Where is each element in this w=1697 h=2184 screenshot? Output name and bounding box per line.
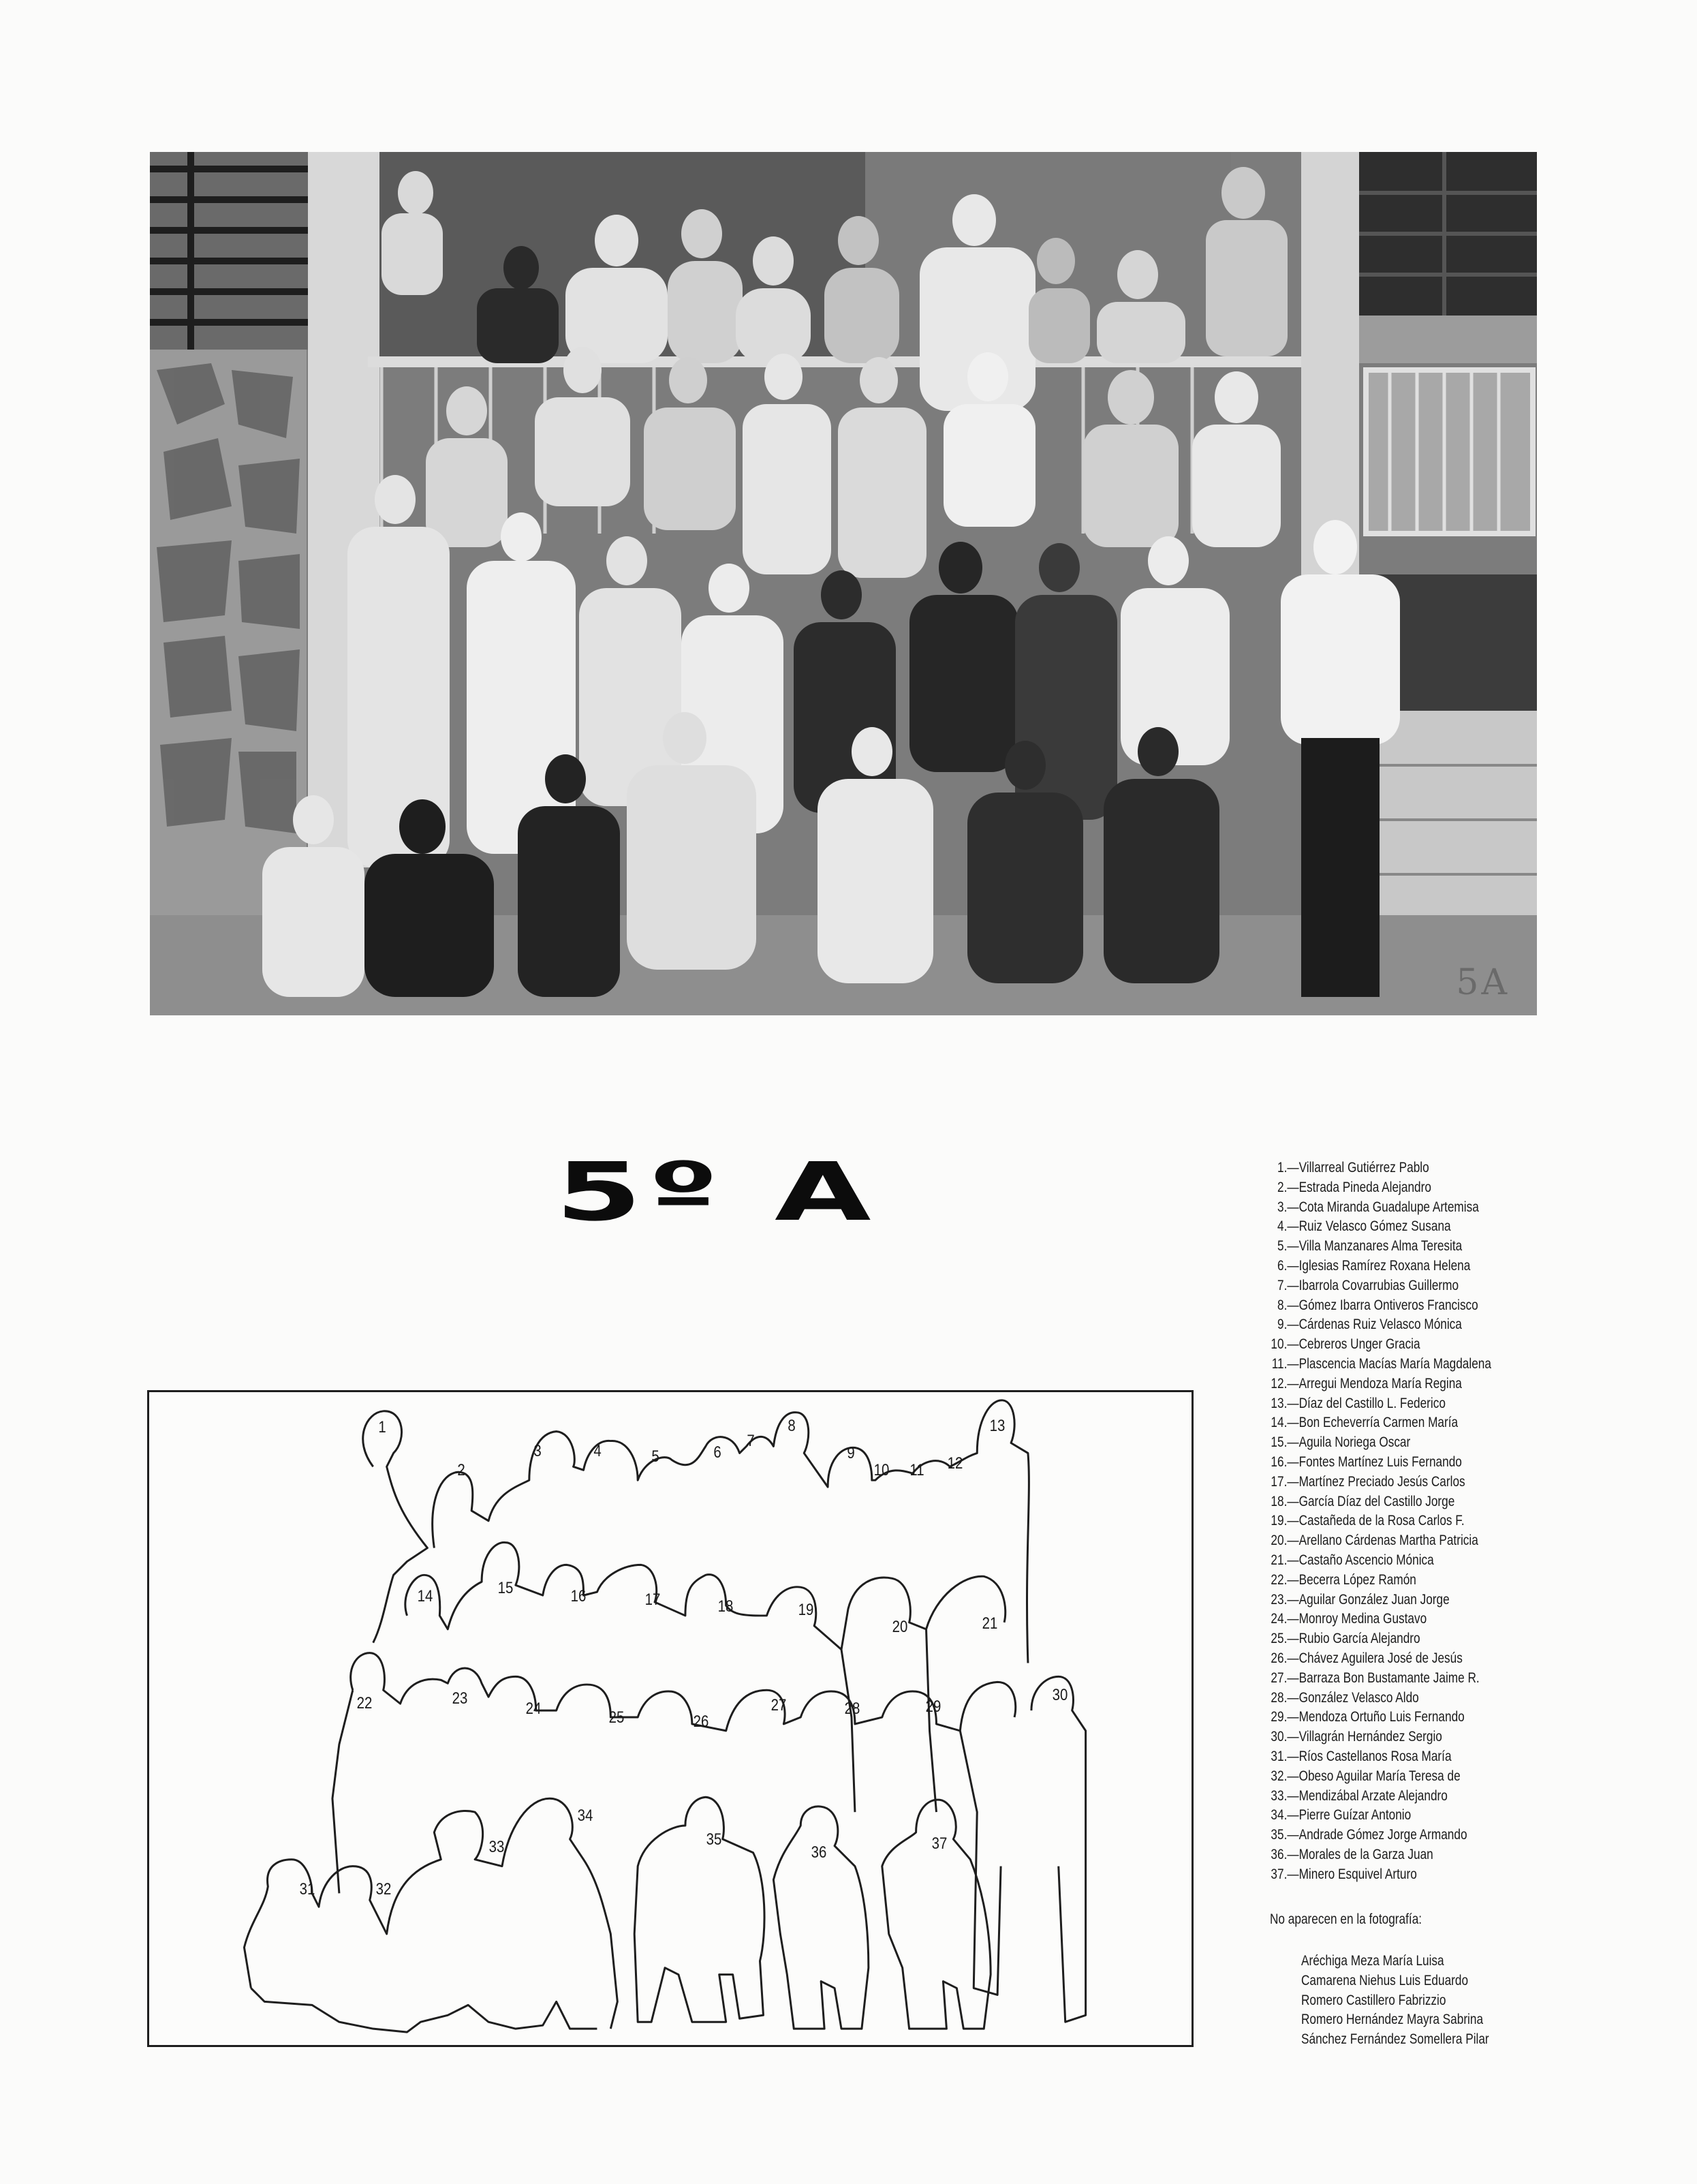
roster-name: —Iglesias Ramírez Roxana Helena	[1287, 1257, 1471, 1274]
absent-name: Aréchiga Meza María Luisa	[1301, 1953, 1444, 1969]
roster-item	[1260, 1237, 1595, 1257]
roster-number: 24.	[1271, 1611, 1288, 1627]
diagram-label: 33	[488, 1838, 505, 1856]
diagram-label: 11	[909, 1461, 924, 1479]
roster-number: 14.	[1271, 1415, 1288, 1431]
roster-item	[1260, 1355, 1595, 1374]
absent-name: Romero Castillero Fabrizzio	[1301, 1992, 1446, 2008]
photo-illustration	[150, 152, 1537, 1015]
roster-name: —Pierre Guízar Antonio	[1287, 1807, 1412, 1824]
roster-item	[1260, 1394, 1595, 1414]
diagram-label: 23	[452, 1689, 468, 1708]
diagram-label: 18	[717, 1597, 734, 1616]
roster-name: —Cebreros Unger Gracia	[1287, 1336, 1420, 1353]
roster-item	[1260, 1276, 1595, 1296]
roster-name: —Mendoza Ortuño Luis Fernando	[1287, 1709, 1465, 1725]
roster-item	[1260, 1826, 1595, 1845]
absent-name: Camarena Niehus Luis Eduardo	[1301, 1972, 1469, 1988]
roster-number: 34.	[1271, 1807, 1288, 1824]
diagram-label: 36	[811, 1843, 827, 1862]
class-group-photo	[150, 152, 1537, 1015]
roster-item	[1260, 1473, 1595, 1492]
diagram-label: 22	[356, 1694, 373, 1712]
roster-name: —Ibarrola Covarrubias Guillermo	[1287, 1277, 1459, 1293]
diagram-label: 30	[1052, 1686, 1068, 1704]
roster-name: —Monroy Medina Gustavo	[1287, 1611, 1427, 1627]
roster-number: 21.	[1271, 1552, 1288, 1568]
roster-number: 6.	[1277, 1257, 1288, 1274]
diagram-label: 16	[570, 1587, 587, 1605]
roster-number: 23.	[1271, 1591, 1288, 1608]
roster-name: —Villarreal Gutiérrez Pablo	[1287, 1160, 1429, 1175]
roster-name: —Rubio García Alejandro	[1287, 1631, 1420, 1647]
roster-name: —Martínez Preciado Jesús Carlos	[1287, 1473, 1465, 1490]
roster-name: —Minero Esquivel Arturo	[1287, 1866, 1417, 1882]
roster-name: —Cota Miranda Guadalupe Artemisa	[1287, 1199, 1479, 1215]
photo-corner-mark: 5A	[1456, 962, 1510, 1003]
roster-item	[1260, 1492, 1595, 1512]
roster-number: 3.	[1277, 1199, 1288, 1215]
roster-number: 31.	[1271, 1748, 1288, 1764]
diagram-label: 3	[533, 1442, 542, 1460]
roster-number: 20.	[1271, 1533, 1288, 1549]
roster-item	[1260, 1511, 1595, 1531]
roster-number: 30.	[1271, 1729, 1288, 1745]
roster-number: 27.	[1271, 1670, 1288, 1686]
roster-name: —Aguila Noriega Oscar	[1287, 1434, 1411, 1451]
roster-number: 16.	[1271, 1454, 1288, 1470]
roster-name: —García Díaz del Castillo Jorge	[1287, 1493, 1455, 1509]
roster-number: 36.	[1271, 1846, 1288, 1862]
diagram-label: 37	[931, 1834, 948, 1853]
roster-number: 19.	[1271, 1513, 1288, 1529]
roster-item	[1260, 1315, 1595, 1335]
roster-number: 2.	[1277, 1179, 1288, 1195]
diagram-label: 15	[497, 1579, 514, 1597]
roster-number: 13.	[1271, 1395, 1288, 1411]
roster-number: 29.	[1271, 1709, 1288, 1725]
silhouette-outlines	[149, 1392, 1192, 2045]
roster-item	[1260, 1198, 1595, 1218]
roster-name: —Castañeda de la Rosa Carlos F.	[1287, 1513, 1465, 1529]
roster-name: —Barraza Bon Bustamante Jaime R.	[1287, 1670, 1480, 1686]
diagram-label: 31	[299, 1880, 315, 1898]
roster-number: 25.	[1271, 1631, 1288, 1647]
roster-number: 37.	[1271, 1866, 1288, 1882]
roster-name: —Villa Manzanares Alma Teresita	[1287, 1238, 1463, 1255]
roster-name: —Villagrán Hernández Sergio	[1287, 1729, 1442, 1745]
roster-number: 15.	[1271, 1434, 1288, 1451]
roster-name: —Cárdenas Ruiz Velasco Mónica	[1287, 1317, 1462, 1333]
roster-number: 8.	[1277, 1297, 1288, 1313]
roster-number: 22.	[1271, 1571, 1288, 1588]
diagram-label: 2	[457, 1461, 465, 1479]
roster-item	[1260, 1453, 1595, 1473]
roster-name: —Chávez Aguilera José de Jesús	[1287, 1650, 1463, 1666]
roster-item	[1260, 1335, 1595, 1355]
roster-item	[1260, 1669, 1595, 1689]
diagram-label: 19	[798, 1601, 814, 1619]
roster-item	[1260, 1413, 1595, 1433]
roster-item	[1260, 1767, 1595, 1787]
roster-item	[1260, 1217, 1595, 1237]
roster-item	[1260, 1178, 1595, 1198]
roster-number: 26.	[1271, 1650, 1288, 1666]
roster-number: 7.	[1277, 1277, 1288, 1293]
roster-item	[1260, 1610, 1595, 1629]
roster-item	[1260, 1787, 1595, 1806]
roster-item	[1260, 1296, 1595, 1316]
roster-name: —Arregui Mendoza María Regina	[1287, 1375, 1462, 1391]
roster-name: —Obeso Aguilar María Teresa de	[1287, 1768, 1461, 1784]
roster-name: —Aguilar González Juan Jorge	[1287, 1591, 1450, 1608]
absent-heading: No aparecen en la fotografía:	[1270, 1911, 1422, 1927]
roster-name: —Fontes Martínez Luis Fernando	[1287, 1454, 1462, 1470]
roster-item	[1260, 1689, 1595, 1708]
absent-name: Sánchez Fernández Somellera Pilar	[1301, 2031, 1489, 2048]
diagram-label: 9	[847, 1444, 855, 1462]
roster-name: —González Velasco Aldo	[1287, 1689, 1419, 1706]
roster-item	[1260, 1571, 1595, 1590]
roster-number: 35.	[1271, 1827, 1288, 1843]
roster-name: —Morales de la Garza Juan	[1287, 1846, 1433, 1862]
diagram-label: 20	[892, 1618, 908, 1636]
roster-item	[1260, 1865, 1595, 1885]
roster-list	[1260, 1158, 1669, 1884]
roster-name: —Estrada Pineda Alejandro	[1287, 1179, 1431, 1195]
roster-name: —Gómez Ibarra Ontiveros Francisco	[1287, 1297, 1478, 1313]
diagram-label: 8	[788, 1417, 796, 1435]
roster-name: —Becerra López Ramón	[1287, 1571, 1416, 1588]
roster-number: 33.	[1271, 1787, 1288, 1804]
roster-item	[1260, 1727, 1595, 1747]
roster-item	[1260, 1649, 1595, 1669]
roster-item	[1260, 1158, 1595, 1178]
roster-item	[1260, 1806, 1595, 1826]
roster-item	[1260, 1590, 1595, 1610]
roster-number: 11.	[1271, 1355, 1288, 1372]
roster-name: —Díaz del Castillo L. Federico	[1287, 1395, 1446, 1411]
diagram-label: 26	[693, 1712, 709, 1731]
diagram-label: 21	[982, 1614, 998, 1633]
roster-number: 17.	[1271, 1473, 1288, 1490]
diagram-label: 24	[525, 1699, 542, 1718]
roster-name: —Andrade Gómez Jorge Armando	[1287, 1827, 1467, 1843]
roster-item	[1260, 1708, 1595, 1727]
numbered-outline-diagram	[147, 1390, 1194, 2047]
roster-item	[1260, 1257, 1595, 1276]
diagram-label: 1	[378, 1418, 386, 1436]
roster-item	[1260, 1551, 1595, 1571]
class-title: 5º A	[555, 1145, 877, 1239]
absent-list	[1301, 1952, 1530, 2050]
roster-number: 4.	[1277, 1218, 1288, 1235]
diagram-label: 35	[706, 1830, 722, 1849]
roster-number: 32.	[1271, 1768, 1288, 1784]
roster-name: —Arellano Cárdenas Martha Patricia	[1287, 1533, 1478, 1549]
diagram-label: 6	[713, 1443, 721, 1462]
roster-name: —Bon Echeverría Carmen María	[1287, 1415, 1459, 1431]
roster-item	[1260, 1531, 1595, 1551]
diagram-label: 34	[577, 1806, 593, 1825]
roster-item	[1260, 1374, 1595, 1394]
diagram-label: 7	[747, 1432, 755, 1450]
diagram-label: 28	[844, 1699, 860, 1718]
roster-number: 1.	[1277, 1160, 1288, 1175]
roster-number: 28.	[1271, 1689, 1288, 1706]
roster-number: 9.	[1277, 1317, 1288, 1333]
diagram-label: 29	[925, 1697, 941, 1716]
roster-item	[1260, 1845, 1595, 1865]
diagram-label: 12	[947, 1454, 963, 1473]
diagram-label: 25	[608, 1708, 625, 1727]
roster-number: 18.	[1271, 1493, 1288, 1509]
roster-name: —Plascencia Macías María Magdalena	[1287, 1355, 1491, 1372]
diagram-label: 14	[417, 1587, 433, 1605]
diagram-label: 4	[593, 1442, 602, 1460]
roster-number: 5.	[1277, 1238, 1288, 1255]
diagram-label: 17	[644, 1590, 661, 1609]
roster-item	[1260, 1629, 1595, 1649]
diagram-label: 27	[770, 1696, 787, 1714]
roster-name: —Castaño Ascencio Mónica	[1287, 1552, 1434, 1568]
roster-name: —Ríos Castellanos Rosa María	[1287, 1748, 1452, 1764]
roster-number: 10.	[1271, 1336, 1288, 1353]
diagram-label: 13	[989, 1417, 1006, 1435]
diagram-label: 10	[873, 1461, 890, 1479]
absent-name: Romero Hernández Mayra Sabrina	[1301, 2012, 1484, 2028]
roster-item	[1260, 1433, 1595, 1453]
roster-number: 12.	[1271, 1375, 1288, 1391]
diagram-label: 32	[375, 1880, 392, 1898]
roster-item	[1260, 1747, 1595, 1767]
diagram-label: 5	[651, 1447, 659, 1466]
roster-name: —Ruiz Velasco Gómez Susana	[1287, 1218, 1451, 1235]
roster-name: —Mendizábal Arzate Alejandro	[1287, 1787, 1448, 1804]
